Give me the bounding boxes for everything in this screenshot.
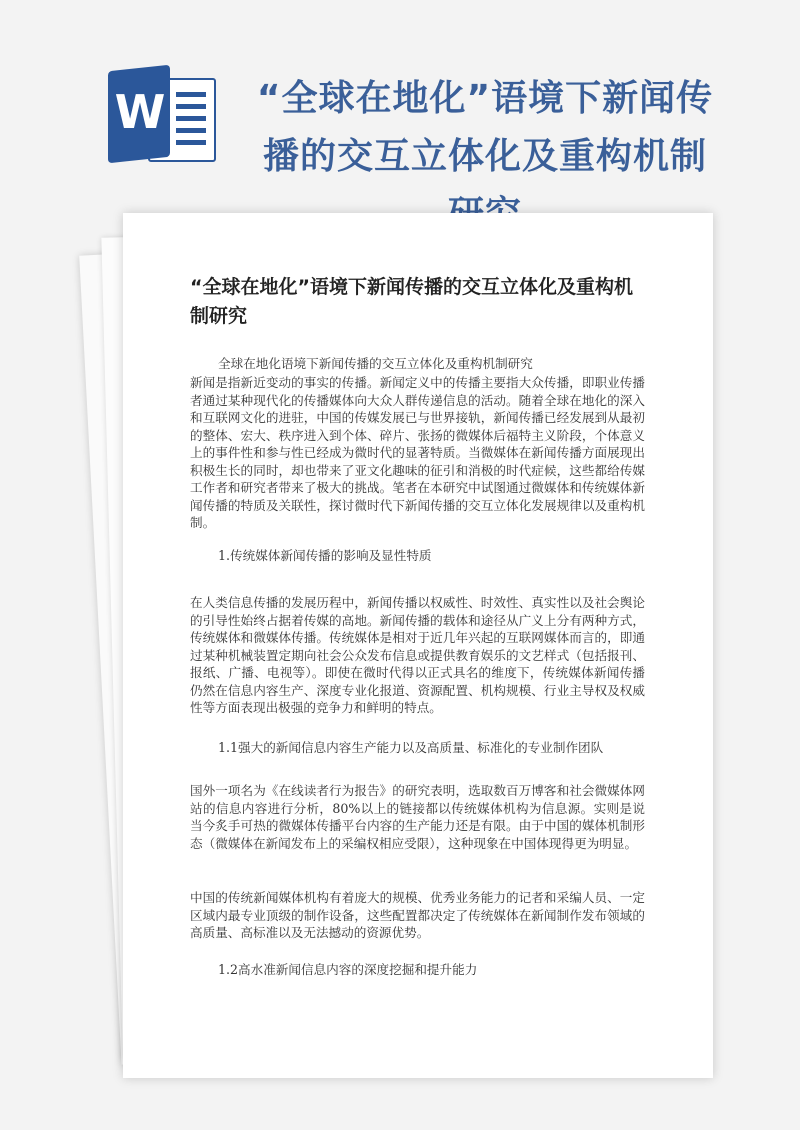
word-document-icon: [108, 68, 216, 160]
word-letter: W: [114, 85, 166, 139]
section-heading-1-2: 1.2高水准新闻信息内容的深度挖掘和提升能力: [218, 962, 478, 977]
document-subtitle: 全球在地化语境下新闻传播的交互立体化及重构机制研究: [218, 356, 533, 371]
banner-title: “全球在地化”语境下新闻传播的交互立体化及重构机制: [256, 78, 714, 177]
section-heading-1-1: 1.1强大的新闻信息内容生产能力以及高质量、标准化的专业制作团队: [218, 740, 604, 755]
section-1-1-paragraph: 国外一项名为《在线读者行为报告》的研究表明，选取数百万博客和社会微媒体网站的信息内容进行分析，80%以上的链接都以传统媒体机构为信息源。实则是说当今炙手可热的微媒体传播平台内容的生产能力还是有限。由于中国的媒体机制形态（微媒体在新闻发布上的采编权相应受限），这种现象在中国体现得更为明显。: [190, 783, 645, 851]
section-heading-1: 1.传统媒体新闻传播的影响及显性特质: [218, 548, 432, 563]
banner: [0, 0, 800, 205]
section-1-1-paragraph-2: 中国的传统新闻媒体机构有着庞大的规模、优秀业务能力的记者和采编人员、一定区域内最专业顶级的制作设备，这些配置都决定了传统媒体在新闻制作发布领域的高质量、高标准以及无法撼动的资源优势。: [190, 890, 645, 940]
intro-paragraph: 新闻是指新近变动的事实的传播。新闻定义中的传播主要指大众传播，即职业传播者通过某种现代化的传播媒体向大众人群传递信息的活动。随着全球在地化的深入和互联网文化的进驻，中国的传媒发展已与世界接轨，新闻传播已经发展到从最初的整体、宏大、秩序进入到个体、碎片、张扬的微媒体后福特主义阶段，个体意义上的事件性和参与性已经成为微时代的显著特质。当微媒体在新闻传播方面展现出积极生长的同时，却也带来了亚文化趣味的征引和消极的时代症候，这些都给传媒工作者和研究者带来了极大的挑战。笔者在本研究中试图通过微媒体和传统媒体新闻传播的特质及关联性，探讨微时代下新闻传播的交互立体化发展规律以及重构机制。: [190, 375, 645, 530]
document-page: [123, 213, 713, 1078]
document-title: “全球在地化”语境下新闻传播的交互立体化及重构机制研究: [190, 276, 633, 327]
section-1-paragraph: 在人类信息传播的发展历程中，新闻传播以权威性、时效性、真实性以及社会舆论的引导性始终占据着传媒的高地。新闻传播的载体和途径从广义上分有两种方式，传统媒体和微媒体传播。传统媒体是相对于近几年兴起的互联网媒体而言的，即通过某种机械装置定期向社会公众发布信息或提供教育娱乐的文艺样式（包括报刊、报纸、广播、电视等）。即使在微时代得以正式具名的维度下，传统媒体新闻传播仍然在信息内容生产、深度专业化报道、资源配置、机构规模、行业主导权及权威性等方面表现出极强的竞争力和鲜明的特点。: [190, 595, 645, 715]
